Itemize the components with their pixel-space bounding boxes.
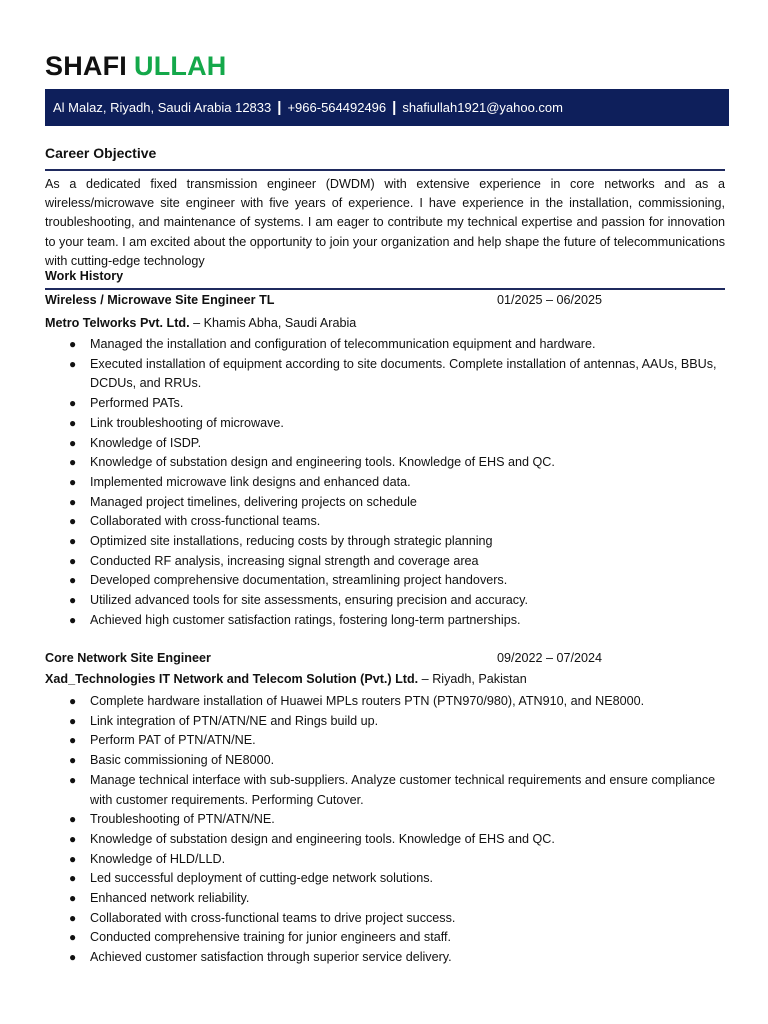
bullet-text: Achieved customer satisfaction through superior service delivery. [90, 950, 452, 965]
job-bullet-item [45, 335, 725, 355]
bullet-text: Link integration of PTN/ATN/NE and Rings build up. [90, 713, 379, 728]
bullet-text: Implemented microwave link designs and enhanced data. [90, 474, 411, 489]
job-bullet-item [45, 473, 725, 493]
job-bullet-item [45, 771, 725, 810]
bullet-text: Complete hardware installation of Huawei MPLs routers PTN (PTN970/980), ATN910, and NE8000. [90, 694, 645, 708]
job-bullet-list [45, 692, 725, 968]
bullet-text: Knowledge of substation design and engineering tools. Knowledge of EHS and QC. [90, 831, 555, 846]
job-bullet-item [45, 434, 725, 454]
bullet-text: Led successful deployment of cutting-edge network solutions. [90, 871, 434, 886]
contact-address: Al Malaz, Riyadh, Saudi Arabia 12833 [53, 100, 272, 115]
bullet-text: Executed installation of equipment according to site documents. Complete installation of antennas, AAUs, BBUs, DCDUs, and RRUs. [90, 356, 717, 391]
job-bullet-item [45, 512, 725, 532]
job-bullet-item [45, 810, 725, 830]
job-bullet-item [45, 712, 725, 732]
bullet-icon: ● [69, 435, 77, 450]
bullet-text: Perform PAT of PTN/ATN/NE. [90, 733, 256, 748]
section-rule [45, 288, 725, 290]
bullet-icon: ● [69, 812, 77, 827]
bullet-icon: ● [69, 612, 77, 627]
job-bullet-item [45, 731, 725, 751]
bullet-icon: ● [69, 337, 77, 351]
job-company [45, 670, 527, 689]
job-bullet-item [45, 611, 725, 631]
bullet-text: Achieved high customer satisfaction ratings, fostering long-term partnerships. [90, 612, 521, 627]
bullet-text: Managed the installation and configuration of telecommunication equipment and hardware. [90, 337, 596, 351]
job-header [45, 291, 725, 310]
job-bullet-item [45, 414, 725, 434]
candidate-name [45, 50, 226, 82]
job-bullet-item [45, 830, 725, 850]
bullet-icon: ● [69, 753, 77, 768]
bullet-icon: ● [69, 573, 77, 588]
bullet-text: Knowledge of ISDP. [90, 435, 202, 450]
bullet-icon: ● [69, 871, 77, 886]
job-header [45, 649, 725, 668]
job-dates: 09/2022 – 07/2024 [497, 651, 603, 665]
job-bullet-item [45, 948, 725, 968]
job-bullet-item [45, 751, 725, 771]
bullet-icon: ● [69, 474, 77, 489]
company-location: – Riyadh, Pakistan [418, 672, 527, 686]
bullet-icon: ● [69, 831, 77, 846]
bullet-text: Troubleshooting of PTN/ATN/NE. [90, 812, 275, 827]
bullet-text: Basic commissioning of NE8000. [90, 753, 275, 768]
job-role: Core Network Site Engineer [45, 651, 211, 665]
job-bullet-item [45, 453, 725, 473]
job-bullet-item [45, 869, 725, 889]
section-rule [45, 169, 725, 171]
bullet-icon: ● [69, 910, 77, 925]
job-bullet-item [45, 394, 725, 414]
job-bullet-item [45, 889, 725, 909]
bullet-icon: ● [69, 553, 77, 568]
job-dates: 01/2025 – 06/2025 [497, 293, 603, 307]
bullet-icon: ● [69, 514, 77, 529]
bullet-text: Utilized advanced tools for site assessments, ensuring precision and accuracy. [90, 593, 528, 608]
bullet-icon: ● [69, 356, 77, 371]
contact-separator: | [277, 99, 282, 116]
contact-separator: | [392, 99, 397, 116]
bullet-icon: ● [69, 733, 77, 748]
contact-phone: +966-564492496 [287, 100, 387, 115]
job-role: Wireless / Microwave Site Engineer TL [45, 293, 275, 307]
job-bullet-item [45, 552, 725, 572]
bullet-text: Knowledge of substation design and engineering tools. Knowledge of EHS and QC. [90, 455, 555, 470]
bullet-text: Knowledge of HLD/LLD. [90, 851, 226, 866]
job-bullet-list [45, 335, 725, 631]
last-name: ULLAH [134, 51, 227, 81]
bullet-text: Collaborated with cross-functional teams to drive project success. [90, 910, 456, 925]
job-bullet-item [45, 493, 725, 513]
job-company [45, 314, 356, 333]
bullet-text: Manage technical interface with sub-suppliers. Analyze customer technical requirements and ensure compliance with customer requirements. Performing Cutover. [90, 772, 716, 807]
bullet-text: Collaborated with cross-functional teams. [90, 514, 321, 529]
bullet-icon: ● [69, 851, 77, 866]
bullet-icon: ● [69, 950, 77, 965]
career-objective-heading: Career Objective [45, 145, 157, 161]
job-bullet-item [45, 909, 725, 929]
job-bullet-item [45, 532, 725, 552]
job-bullet-item [45, 928, 725, 948]
bullet-icon: ● [69, 593, 77, 608]
job-bullet-item [45, 571, 725, 591]
career-objective-text: As a dedicated fixed transmission engineer (DWDM) with extensive experience in core networks and as a wireless/microwave site engineer with five years of experience. I have experience in the installation, commissioning, troubleshooting, and maintenance of systems. I am eager to contribute my technical expertise and passion for innovation to your team. I am excited about the opportunity to join your organization and help shape the future of telecommunications with cutting-edge technology [45, 177, 725, 268]
job-bullet-item [45, 591, 725, 611]
job-bullet-item [45, 692, 725, 712]
bullet-icon: ● [69, 713, 77, 728]
bullet-text: Link troubleshooting of microwave. [90, 415, 284, 430]
bullet-icon: ● [69, 694, 77, 708]
company-name: Xad_Technologies IT Network and Telecom Solution (Pvt.) Ltd. [45, 672, 419, 686]
bullet-text: Conducted comprehensive training for junior engineers and staff. [90, 930, 452, 945]
company-location: – Khamis Abha, Saudi Arabia [189, 316, 357, 330]
job-bullet-item [45, 355, 725, 394]
work-history-heading: Work History [45, 269, 124, 283]
first-name: SHAFI [45, 51, 127, 81]
contact-bar [45, 89, 729, 126]
bullet-icon: ● [69, 534, 77, 549]
bullet-text: Conducted RF analysis, increasing signal strength and coverage area [90, 553, 479, 568]
bullet-icon: ● [69, 930, 77, 945]
contact-email[interactable]: shafiullah1921@yahoo.com [402, 100, 563, 115]
bullet-icon: ● [69, 494, 77, 509]
bullet-text: Enhanced network reliability. [90, 891, 250, 906]
bullet-icon: ● [69, 455, 77, 470]
bullet-icon: ● [69, 415, 77, 430]
bullet-text: Developed comprehensive documentation, streamlining project handovers. [90, 573, 508, 588]
bullet-icon: ● [69, 396, 77, 411]
job-bullet-item [45, 850, 725, 870]
bullet-icon: ● [69, 772, 77, 787]
bullet-text: Performed PATs. [90, 396, 184, 411]
bullet-icon: ● [69, 891, 77, 906]
bullet-text: Managed project timelines, delivering projects on schedule [90, 494, 417, 509]
bullet-text: Optimized site installations, reducing costs by through strategic planning [90, 534, 493, 549]
company-name: Metro Telworks Pvt. Ltd. [45, 316, 190, 330]
